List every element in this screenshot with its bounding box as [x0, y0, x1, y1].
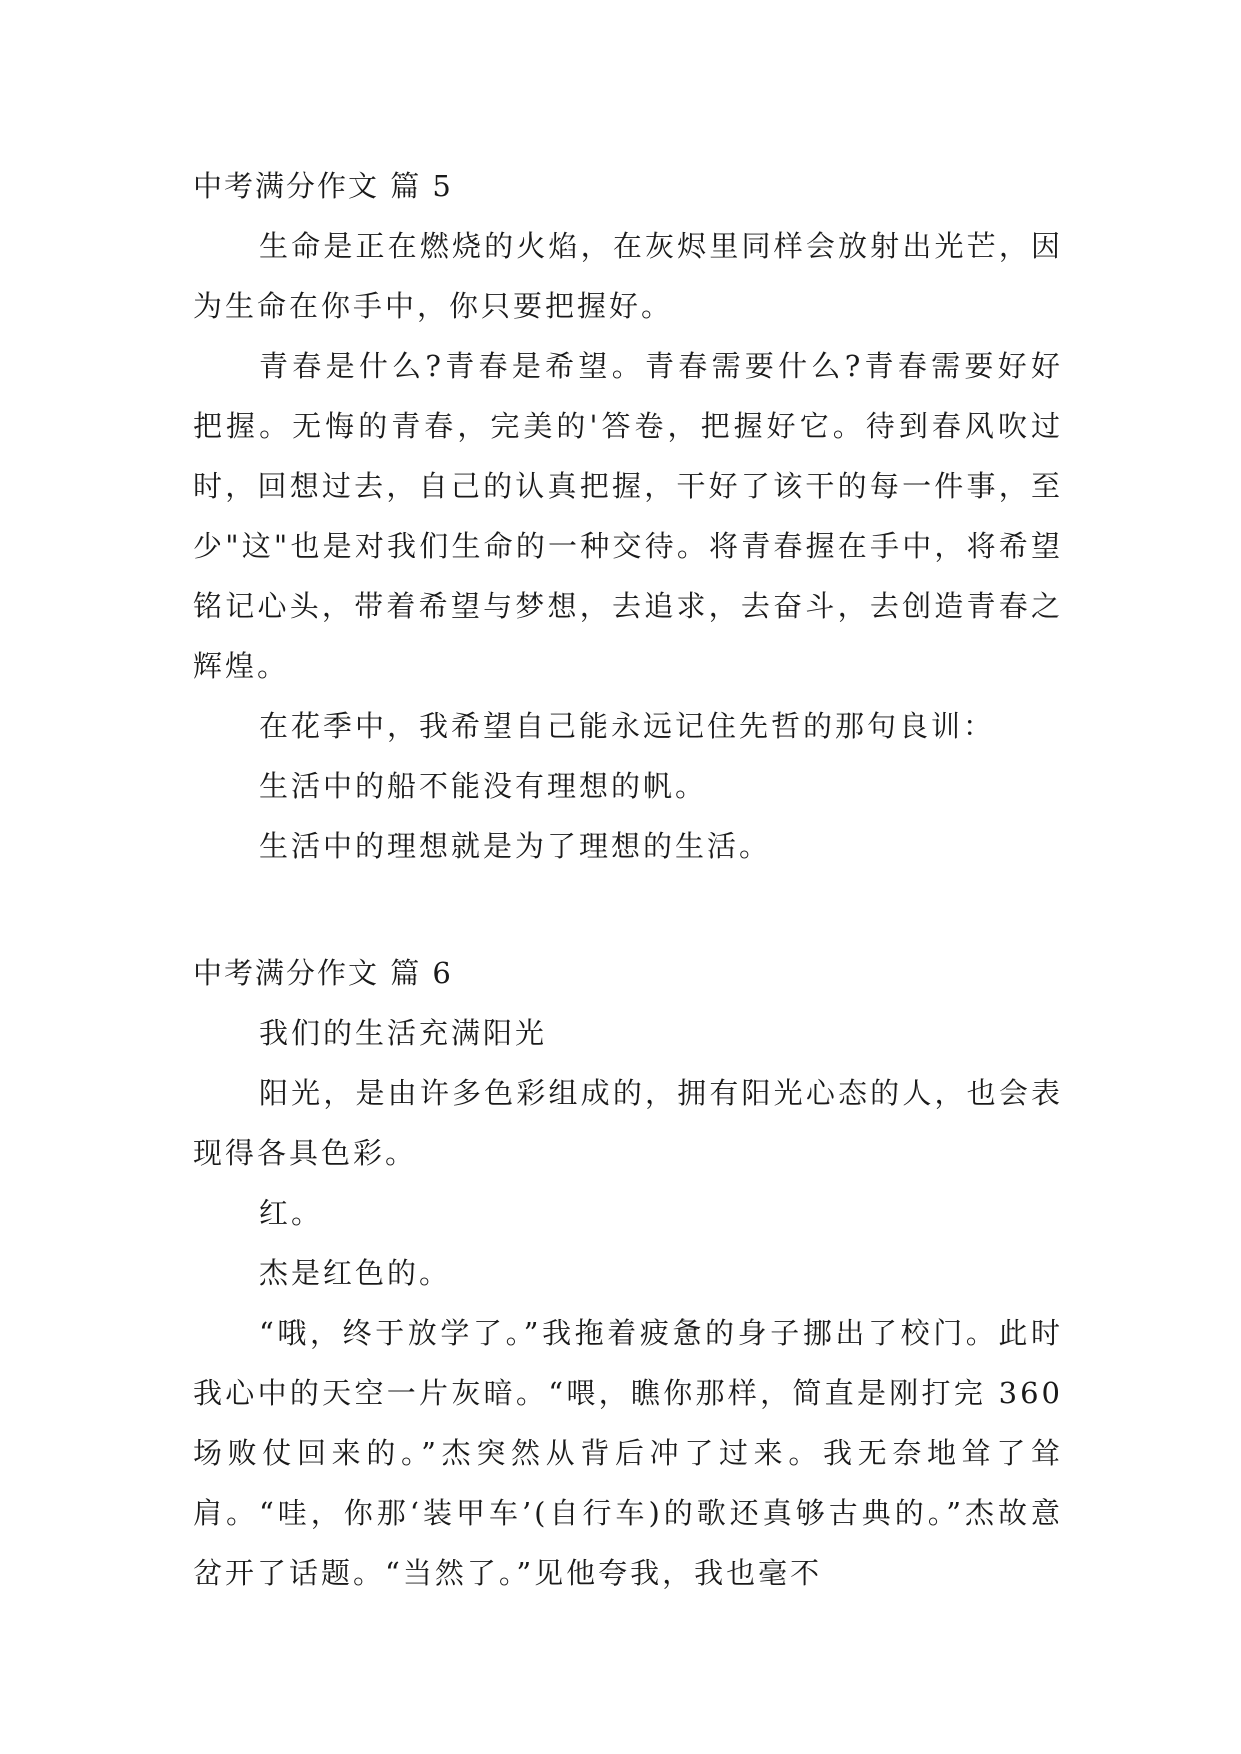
essay-title: 中考满分作文 篇 5: [193, 169, 453, 203]
essay-paragraph: 在花季中，我希望自己能永远记住先哲的那句良训：: [259, 709, 996, 743]
essay-paragraph: 青春是什么?青春是希望。青春需要什么?青春需要好好把握。无悔的青春，完美的'答卷，把握好它。待到春风吹过时，回想过去，自己的认真把握，干好了该干的每一件事，至少"这"也是对我们生命的一种交待。将青春握在手中，将希望铭记心头，带着希望与梦想，去追求，去奋斗，去创造青春之辉煌。: [193, 349, 1063, 683]
document-content: [193, 156, 1063, 1603]
essay-title: 中考满分作文 篇 6: [193, 956, 453, 990]
essay-subtitle: 我们的生活充满阳光: [259, 1016, 548, 1050]
section-spacer: [193, 876, 1063, 943]
essay-paragraph: 生命是正在燃烧的火焰，在灰烬里同样会放射出光芒，因为生命在你手中，你只要把握好。: [193, 229, 1063, 323]
essay-section-5: [193, 156, 1063, 876]
essay-paragraph: 红。: [259, 1196, 324, 1230]
essay-paragraph: “哦，终于放学了。”我拖着疲惫的身子挪出了校门。此时我心中的天空一片灰暗。“喂，瞧你那样，简直是刚打完 360 场败仗回来的。”杰突然从背后冲了过来。我无奈地耸了耸肩。“哇，你那‘装甲车’(自行车)的歌还真够古典的。”杰故意岔开了话题。“当然了。”见他夸我，我也毫不: [193, 1316, 1063, 1590]
essay-paragraph: 生活中的船不能没有理想的帆。: [259, 769, 708, 803]
essay-paragraph: 杰是红色的。: [259, 1256, 452, 1290]
essay-paragraph: 阳光，是由许多色彩组成的，拥有阳光心态的人，也会表现得各具色彩。: [193, 1076, 1063, 1170]
essay-paragraph: 生活中的理想就是为了理想的生活。: [259, 829, 772, 863]
essay-section-6: [193, 943, 1063, 1603]
